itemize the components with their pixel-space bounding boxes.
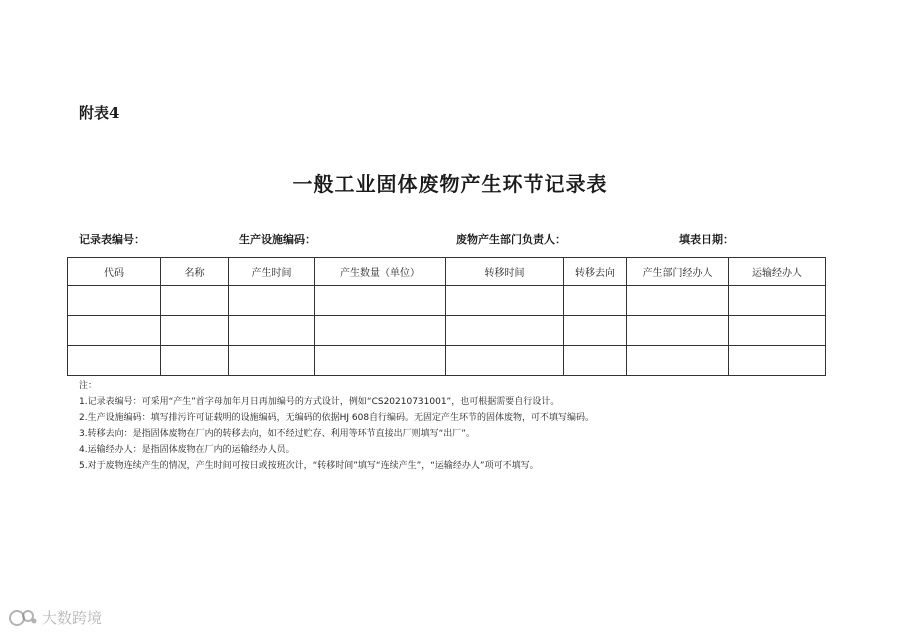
note-item: 5.对于废物连续产生的情况，产生时间可按日或按班次计，“转移时间”填写“连续产生”，“运输经办人”项可不填写。 [79,461,539,471]
table-cell[interactable] [315,346,446,376]
table-cell[interactable] [627,346,729,376]
table-cell[interactable] [68,316,161,346]
header-dept-handler: 产生部门经办人 [627,258,729,286]
record-table [67,257,826,376]
table-cell[interactable] [161,286,229,316]
table-cell[interactable] [315,286,446,316]
table-cell[interactable] [564,286,627,316]
watermark-text: 大数跨境 [42,609,103,627]
header-name: 名称 [161,258,229,286]
table-cell[interactable] [229,346,315,376]
table-row [68,286,826,316]
header-transfer-time: 转移时间 [446,258,564,286]
brand-logo-icon [8,608,38,628]
header-produce-quantity: 产生数量（单位） [315,258,446,286]
header-produce-time: 产生时间 [229,258,315,286]
department-head-field: 废物产生部门负责人： [456,233,566,246]
appendix-label: 附表4 [79,104,120,122]
table-cell[interactable] [564,316,627,346]
table-row [68,316,826,346]
note-item: 4.运输经办人：是指固体废物在厂内的运输经办人员。 [79,445,295,455]
notes-label: 注： [79,381,98,391]
table-cell[interactable] [315,316,446,346]
note-item: 1.记录表编号：可采用“产生”首字母加年月日再加编号的方式设计，例如“CS20210731001”，也可根据需要自行设计。 [79,397,560,407]
watermark [8,607,102,628]
table-cell[interactable] [229,316,315,346]
table-cell[interactable] [161,346,229,376]
record-number-field: 记录表编号： [79,233,145,246]
facility-code-field: 生产设施编码： [239,233,316,246]
table-cell[interactable] [446,286,564,316]
table-cell[interactable] [564,346,627,376]
table-cell[interactable] [729,346,826,376]
table-cell[interactable] [68,286,161,316]
page-title: 一般工业固体废物产生环节记录表 [292,172,608,196]
table-cell[interactable] [627,316,729,346]
table-cell[interactable] [729,316,826,346]
header-code: 代码 [68,258,161,286]
table-header-row [68,258,826,286]
table-cell[interactable] [68,346,161,376]
table-row [68,346,826,376]
note-item: 3.转移去向：是指固体废物在厂内的转移去向，如不经过贮存、利用等环节直接出厂则填写“出厂”。 [79,429,475,439]
header-transfer-destination: 转移去向 [564,258,627,286]
note-item: 2.生产设施编码：填写排污许可证载明的设施编码，无编码的依据HJ 608自行编码。无固定产生环节的固体废物，可不填写编码。 [79,413,595,423]
table-cell[interactable] [627,286,729,316]
table-cell[interactable] [229,286,315,316]
notes-section [79,378,859,474]
table-cell[interactable] [161,316,229,346]
table-cell[interactable] [446,346,564,376]
fill-date-field: 填表日期： [679,233,734,246]
table-cell[interactable] [729,286,826,316]
header-transport-handler: 运输经办人 [729,258,826,286]
table-cell[interactable] [446,316,564,346]
